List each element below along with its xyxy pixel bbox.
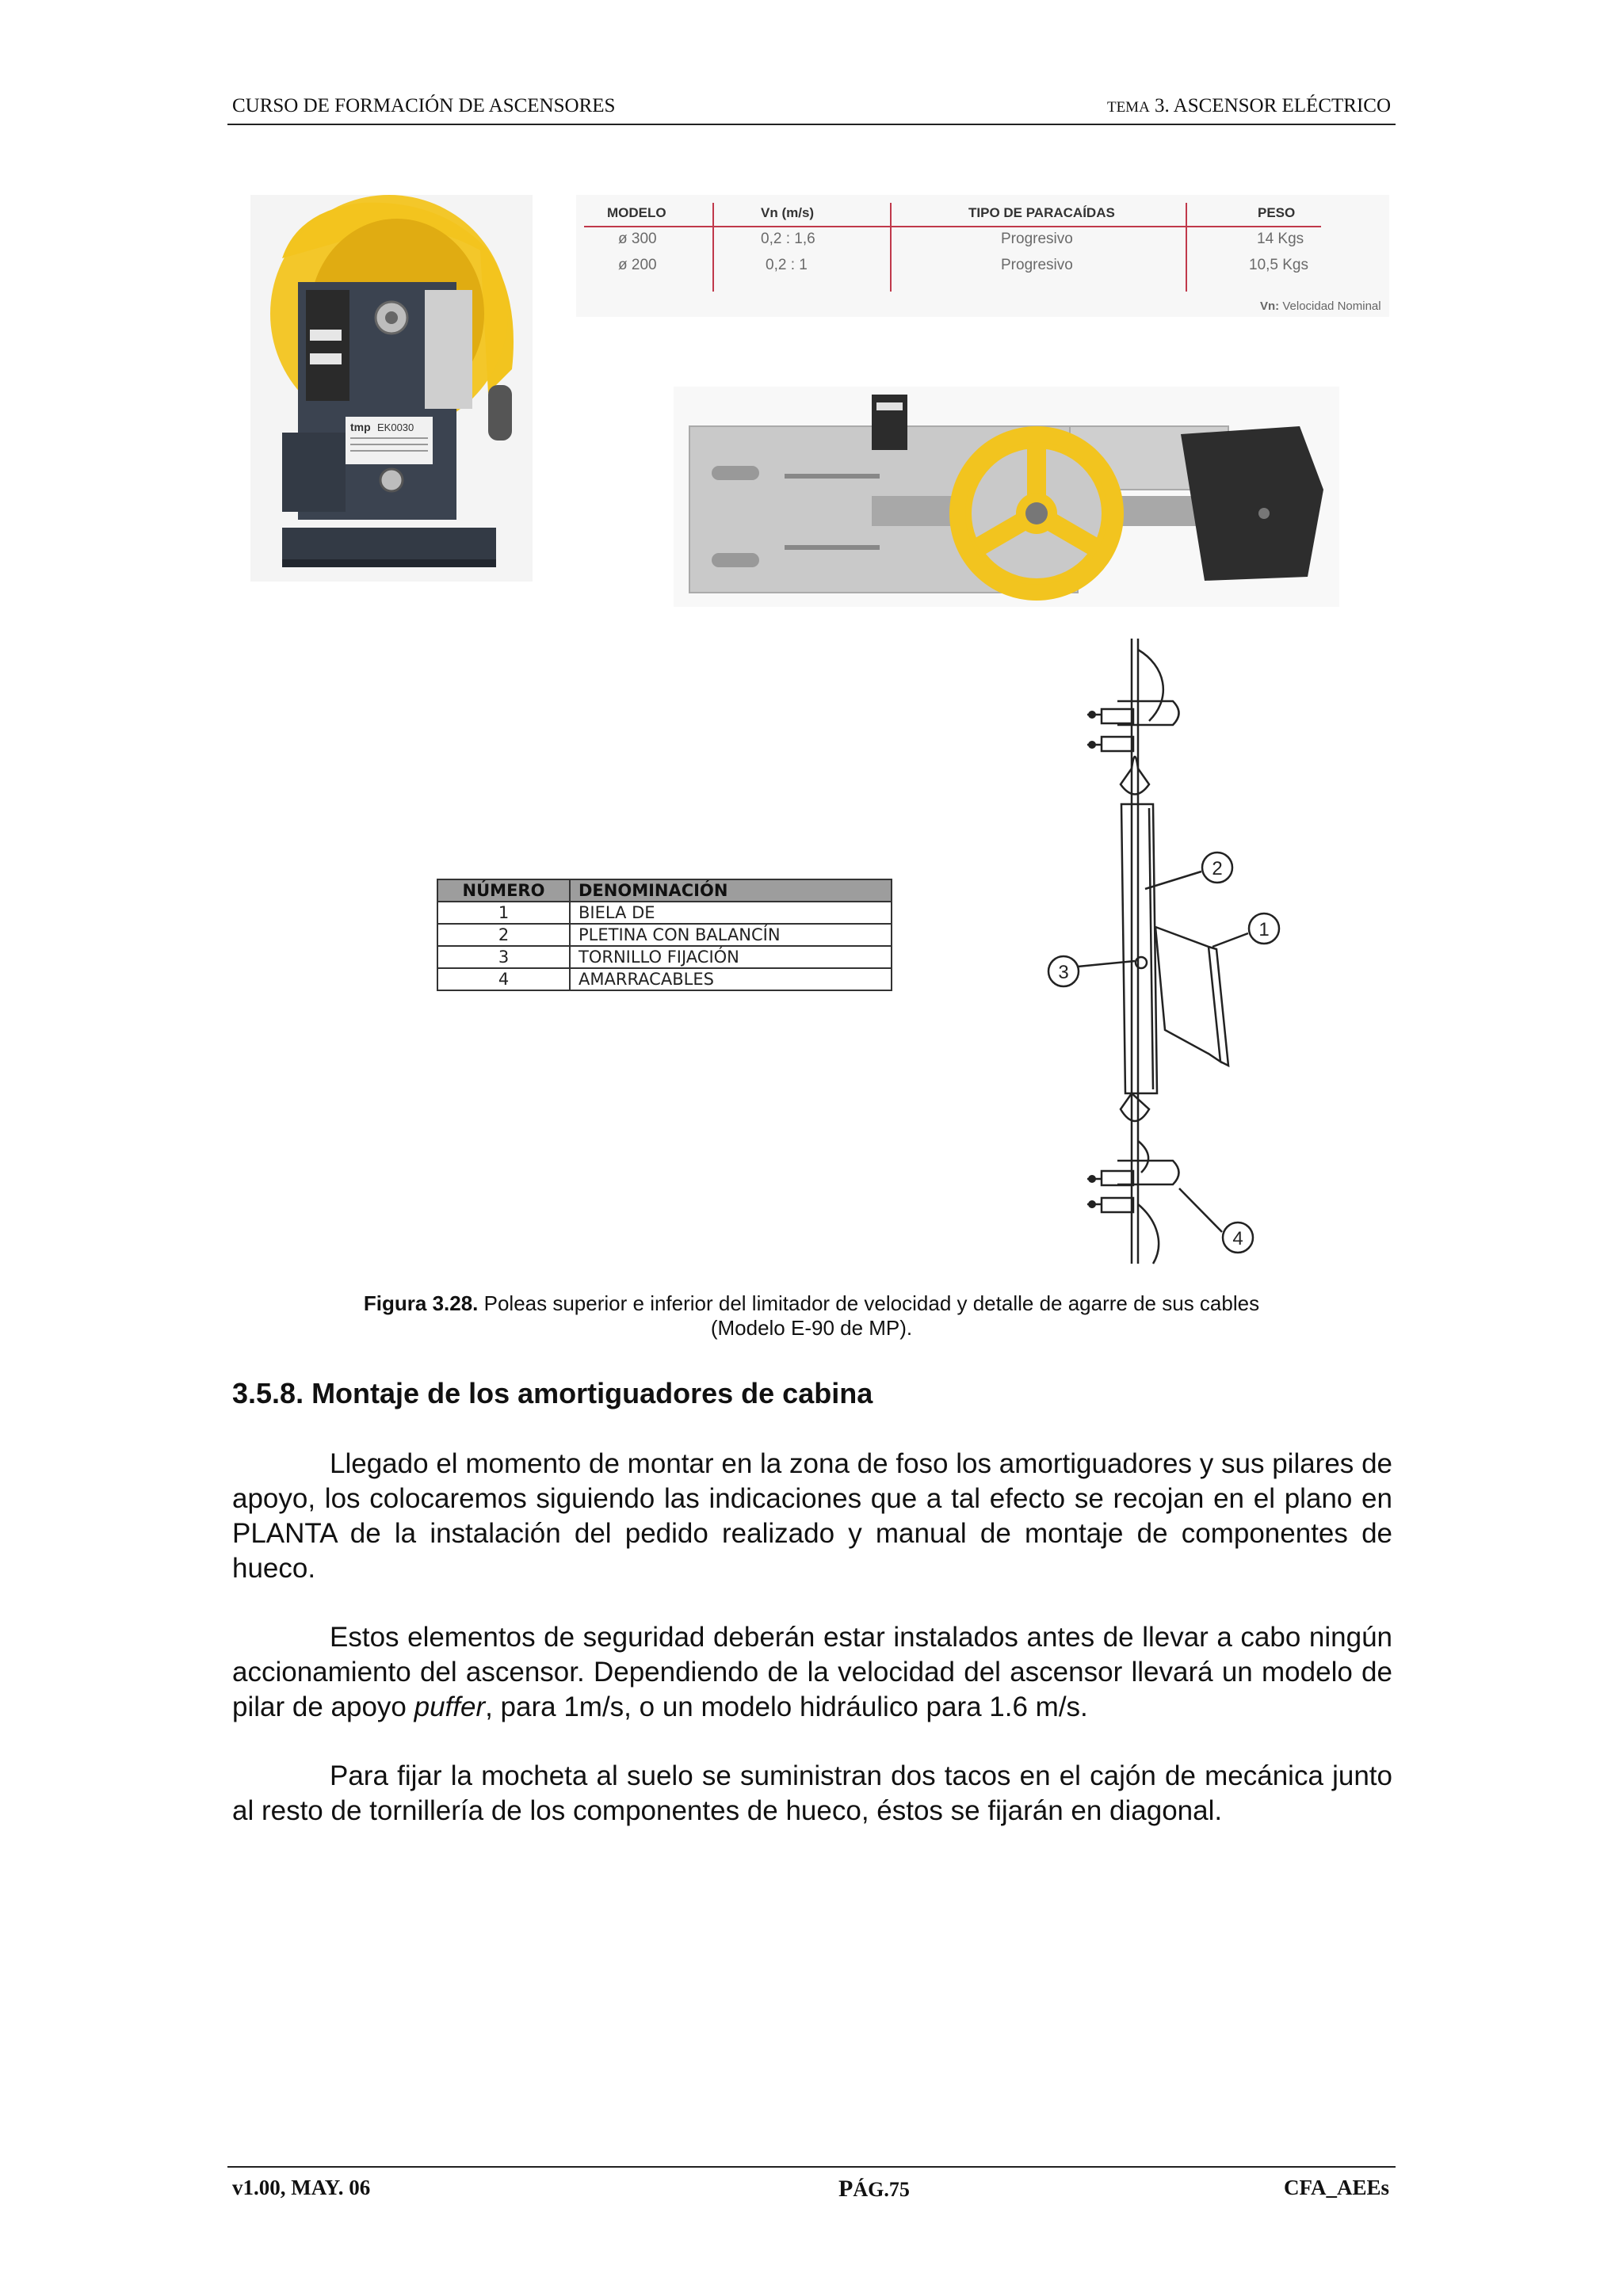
device-brand-label: tmp xyxy=(350,421,371,433)
section-title: 3.5.8. Montaje de los amortiguadores de cabina xyxy=(232,1377,873,1409)
figure-caption-line2: (Modelo E-90 de MP). xyxy=(710,1316,913,1340)
spec-header-model: MODELO xyxy=(607,205,666,220)
spec-note-text: Velocidad Nominal xyxy=(1282,299,1381,313)
callout-3: 3 xyxy=(1058,962,1069,983)
callout-2: 2 xyxy=(1212,858,1223,879)
spec-note-label: Vn: xyxy=(1260,299,1280,313)
table-row xyxy=(437,902,892,924)
cable-grip-diagram xyxy=(1046,634,1300,1268)
header-chapter-title: 3. ASCENSOR ELÉCTRICO xyxy=(1155,95,1391,116)
parts-cell-number: 2 xyxy=(437,924,570,946)
callout-4: 4 xyxy=(1232,1228,1243,1249)
spec-header-weight: PESO xyxy=(1258,205,1296,220)
parts-cell-number: 4 xyxy=(437,968,570,990)
spec-header-speed: Vn (m/s) xyxy=(761,205,815,220)
body-paragraph-3-text: Para fijar la mocheta al suelo se suministran dos tacos en el cajón de mecánica junto al resto de tornillería de los componentes de hueco, éstos se fijarán en diagonal. xyxy=(232,1760,1392,1826)
body-paragraph-3 xyxy=(232,1759,1392,1829)
speed-limiter-photo xyxy=(250,195,533,582)
parts-header-name: DENOMINACIÓN xyxy=(570,879,892,902)
table-row xyxy=(437,924,892,946)
spec-note xyxy=(1260,299,1381,313)
body-paragraph-2 xyxy=(232,1620,1392,1725)
spec-cell: 10,5 Kgs xyxy=(1249,257,1308,273)
figure-caption xyxy=(227,1291,1396,1341)
body-paragraph-2-emphasis: puffer xyxy=(414,1691,486,1722)
footer-page-number xyxy=(838,2176,910,2203)
table-row xyxy=(437,968,892,990)
table-row xyxy=(437,946,892,968)
spec-cell: ø 200 xyxy=(618,257,657,273)
footer-page-initial: P xyxy=(838,2176,854,2202)
spec-cell: ø 300 xyxy=(618,231,657,247)
parts-cell-name: BIELA DE xyxy=(570,902,892,924)
callout-1: 1 xyxy=(1258,919,1270,940)
spec-header-safety-gear: TIPO DE PARACAÍDAS xyxy=(968,205,1115,220)
parts-table-header-row xyxy=(437,879,892,902)
parts-cell-number: 3 xyxy=(437,946,570,968)
parts-cell-number: 1 xyxy=(437,902,570,924)
spec-cell: 0,2 : 1 xyxy=(766,257,808,273)
footer-doc-code: CFA_AEEs xyxy=(1283,2176,1389,2199)
header-chapter xyxy=(1107,95,1391,117)
parts-cell-name: PLETINA CON BALANCÍN xyxy=(570,924,892,946)
figure-caption-text: Poleas superior e inferior del limitador de velocidad y detalle de agarre de sus cables xyxy=(478,1291,1260,1315)
spec-cell: Progresivo xyxy=(1001,231,1073,247)
spec-cell: 0,2 : 1,6 xyxy=(761,231,815,247)
body-paragraph-1-text: Llegado el momento de montar en la zona de foso los amortiguadores y sus pilares de apoyo, los colocaremos siguiendo las indicaciones que a tal efecto se recojan en el plano en PLANTA de la instalación del pedido realizado y manual de montaje de componentes de hueco. xyxy=(232,1448,1392,1584)
footer-rule xyxy=(227,2166,1396,2168)
parts-cell-name: AMARRACABLES xyxy=(570,968,892,990)
parts-cell-name: TORNILLO FIJACIÓN xyxy=(570,946,892,968)
parts-table xyxy=(437,879,892,991)
body-paragraph-2-text-a: Estos elementos de seguridad deberán estar instalados antes de llevar a cabo ningún accionamiento del ascensor. Dependiendo de la velocidad del ascensor llevará un modelo de pilar de apoyo xyxy=(232,1622,1392,1722)
header-chapter-prefix: TEMA xyxy=(1106,99,1150,116)
figure-caption-label: Figura 3.28. xyxy=(363,1291,479,1315)
header-course-title: CURSO DE FORMACIÓN DE ASCENSORES xyxy=(232,95,616,116)
spec-cell: Progresivo xyxy=(1001,257,1073,273)
footer-page-rest: ÁG.75 xyxy=(853,2178,910,2201)
spec-cell: 14 Kgs xyxy=(1257,231,1304,247)
footer-version: v1.00, MAY. 06 xyxy=(232,2176,371,2199)
body-paragraph-1 xyxy=(232,1447,1392,1586)
tension-pulley-photo xyxy=(674,387,1339,607)
device-code-label: EK0030 xyxy=(377,421,414,433)
body-paragraph-2-text-b: , para 1m/s, o un modelo hidráulico para 1.6 m/s. xyxy=(485,1691,1088,1722)
parts-header-number: NÚMERO xyxy=(437,879,570,902)
header-rule xyxy=(227,124,1396,125)
